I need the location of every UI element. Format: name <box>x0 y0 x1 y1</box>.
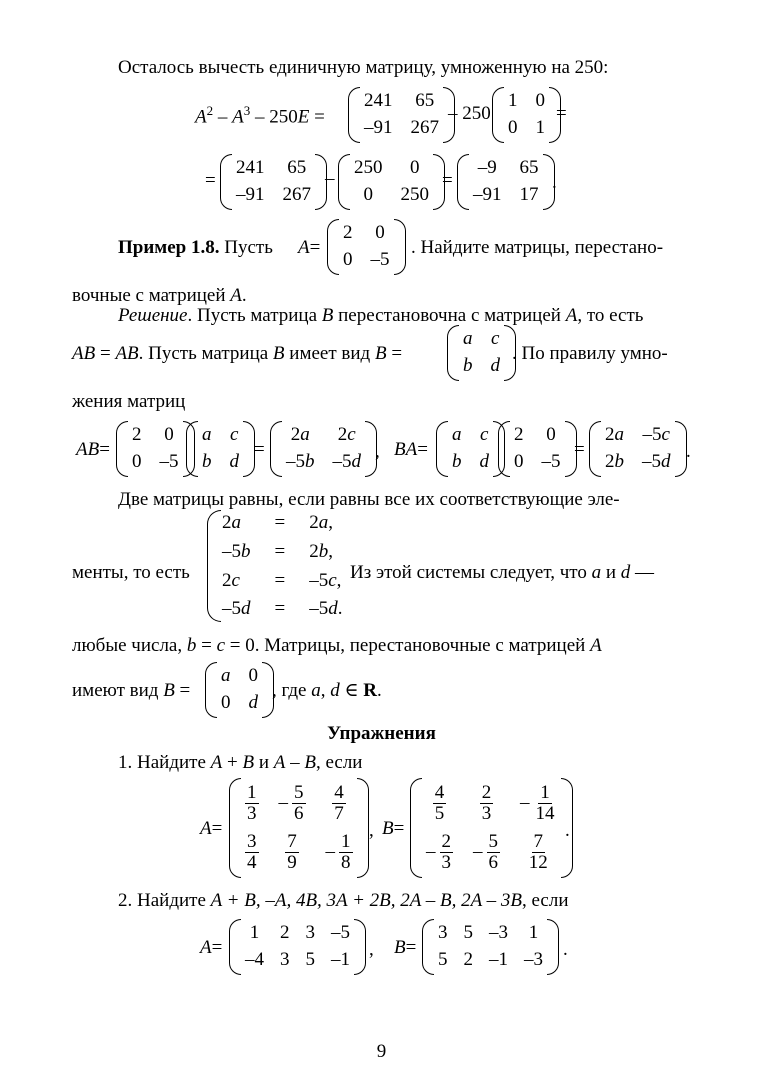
var: AB <box>76 439 100 460</box>
solution-word: Решение <box>118 305 188 326</box>
matrix-cell: –91 <box>473 184 502 205</box>
system-term: 2a <box>222 512 241 533</box>
fraction <box>520 783 557 824</box>
equals: = <box>442 170 453 191</box>
ex2-b-label <box>394 937 416 960</box>
text: и <box>601 562 621 583</box>
matrix-cell: 2b <box>605 451 624 472</box>
matrix-cell: 5 <box>305 949 315 970</box>
matrix-cell: 0 <box>164 424 174 446</box>
op: = <box>95 343 116 364</box>
matrix-b <box>447 325 516 381</box>
matrix-ex2-a <box>229 919 366 975</box>
matrix-cell: –5 <box>331 922 350 944</box>
op: – <box>213 106 233 128</box>
minus: – <box>325 168 335 189</box>
numerator: 5 <box>294 782 304 804</box>
solution-line2-end: . По правилу умно- <box>512 343 668 364</box>
matrix-a2-a3 <box>348 87 455 143</box>
exercise-1 <box>118 752 362 775</box>
matrix-cell: 3 <box>280 949 290 970</box>
matrix-cell: 2 <box>280 922 290 944</box>
denominator: 8 <box>341 851 351 873</box>
fraction <box>426 783 453 824</box>
var: B <box>382 818 394 839</box>
matrix-cell: –1 <box>331 949 350 970</box>
period: . <box>565 820 570 841</box>
para-equality-line4a <box>72 680 190 703</box>
matrix-cell: 2 <box>343 222 353 244</box>
text: 1. Найдите <box>118 752 211 773</box>
intro-line: Осталось вычесть единичную матрицу, умноженную на 250: <box>118 57 609 78</box>
matrix-cell: 3 <box>438 922 448 944</box>
var-a: A <box>565 305 578 326</box>
fraction <box>426 832 453 873</box>
matrix-a-prod2 <box>498 421 577 477</box>
matrix-cell: 0 <box>363 184 373 205</box>
matrix-cell: 1 <box>528 922 539 944</box>
text: . <box>377 680 382 701</box>
op: = <box>174 680 191 701</box>
matrix-cell: –3 <box>524 949 543 970</box>
matrix-cell: 267 <box>282 184 311 205</box>
text: 2. Найдите <box>118 890 211 911</box>
op: = <box>211 937 223 958</box>
text: имеет вид <box>284 343 375 364</box>
matrix-ex2-b <box>422 919 559 975</box>
text: . <box>241 285 247 306</box>
system-term: = <box>274 598 286 620</box>
matrix-cell: 5 <box>463 922 473 944</box>
matrix-cell: 17 <box>519 184 539 205</box>
matrix-cell: –5d <box>642 451 671 472</box>
denominator: 7 <box>334 803 344 825</box>
minus-250: – 250 <box>448 103 491 124</box>
matrix-cell: d <box>479 451 489 472</box>
var: c <box>216 635 226 656</box>
matrix-cell: –91 <box>364 117 393 138</box>
fraction <box>473 783 500 824</box>
op: = <box>417 439 428 460</box>
op: = <box>99 439 110 460</box>
matrix-cell: c <box>491 328 500 350</box>
var: B <box>242 752 255 773</box>
op: – <box>285 752 305 773</box>
matrix-cell: 0 <box>248 665 258 687</box>
matrix-a2-a3-repeat <box>220 154 327 210</box>
matrix-cell: a <box>463 328 473 350</box>
matrix-cell: 0 <box>343 249 353 270</box>
var: a <box>591 562 602 583</box>
var: a <box>311 680 321 701</box>
matrix-cell: 250 <box>354 157 383 179</box>
text: перестановочна с матрицей <box>333 305 566 326</box>
var: B <box>304 752 316 773</box>
fraction <box>326 783 353 824</box>
denominator: 14 <box>535 803 555 825</box>
system-term: 2a, <box>309 512 333 533</box>
text: Из этой системы следует, что <box>350 562 592 583</box>
numerator: 2 <box>481 782 492 804</box>
fraction <box>245 783 259 824</box>
para-equality-line2a: менты, то есть <box>72 562 190 583</box>
matrix-cell: 2c <box>337 424 356 446</box>
numerator: 7 <box>287 831 297 852</box>
fraction-sign: – <box>325 841 335 863</box>
var: BA <box>394 439 418 460</box>
matrix-cell: b <box>202 451 212 472</box>
ops: A + B, –A, 4B, 3A + 2B, 2A – B, 2A – 3B <box>210 890 522 911</box>
matrix-b-diag <box>205 662 274 718</box>
exp: 3 <box>243 103 251 118</box>
solution-line1 <box>118 305 643 328</box>
ex1-b-label <box>382 818 404 841</box>
matrix-ba-result <box>589 421 687 477</box>
text: имеют вид <box>72 680 164 701</box>
var: AB <box>72 343 96 364</box>
matrix-cell: 0 <box>221 692 231 713</box>
system-term: = <box>274 569 286 591</box>
matrix-cell: b <box>463 355 473 376</box>
fraction <box>245 832 259 873</box>
var-b: B <box>374 343 387 364</box>
denominator: 6 <box>294 803 304 825</box>
op: = <box>386 343 403 364</box>
matrix-250e <box>338 154 445 210</box>
matrix-result <box>457 154 555 210</box>
matrix-cell: c <box>480 424 489 446</box>
equation-lhs <box>195 103 325 129</box>
system-brace <box>207 510 221 622</box>
example-text: . Найдите матрицы, перестано- <box>411 237 664 258</box>
exp: 2 <box>206 103 214 118</box>
var: A <box>273 752 286 773</box>
matrix-cell: 3 <box>305 922 315 944</box>
var: AB <box>115 343 139 364</box>
ab-label <box>76 439 110 462</box>
matrix-cell: –4 <box>245 949 264 970</box>
var-b: B <box>272 343 285 364</box>
matrix-cell: –91 <box>236 184 265 205</box>
matrix-cell: 1 <box>535 117 545 138</box>
matrix-cell: 2 <box>132 424 142 446</box>
matrix-cell: 0 <box>535 90 545 112</box>
system-term: = <box>274 512 286 533</box>
matrix-cell: –5 <box>370 249 390 270</box>
system-term: 2b, <box>309 540 333 562</box>
matrix-cell: c <box>230 424 239 446</box>
text: = 0. Матрицы, перестановочные с матрицей <box>225 635 591 656</box>
matrix-cell: –5d <box>332 451 361 472</box>
example-heading <box>118 237 273 260</box>
op: = <box>196 635 217 656</box>
fraction <box>473 832 500 873</box>
matrix-cell: –5c <box>642 424 670 446</box>
matrix-a <box>327 219 406 275</box>
matrix-cell: 267 <box>410 117 439 138</box>
var: A <box>210 752 223 773</box>
var-b: B <box>321 305 334 326</box>
text: , <box>320 680 331 701</box>
para-equality-line4b <box>272 680 382 703</box>
comma: , <box>375 441 380 462</box>
matrix-cell: 1 <box>508 90 518 112</box>
matrix-cell: –9 <box>477 157 497 179</box>
numerator: 7 <box>533 831 543 852</box>
text: , то есть <box>577 305 644 326</box>
solution-line2 <box>72 343 402 366</box>
system-term: –5b <box>222 540 251 562</box>
numerator: 1 <box>247 782 257 804</box>
var: B <box>394 937 406 958</box>
text: . Пусть матрица <box>138 343 273 364</box>
op: + <box>222 752 243 773</box>
matrix-cell: 5 <box>438 949 448 970</box>
equals: = <box>205 170 216 191</box>
para-equality-line3 <box>72 635 602 658</box>
matrix-b-prod2 <box>436 421 505 477</box>
var: A <box>200 818 212 839</box>
denominator: 12 <box>528 851 548 873</box>
text: , если <box>522 890 569 911</box>
matrix-cell: a <box>202 424 212 446</box>
numerator: 1 <box>341 831 351 852</box>
matrix-cell: 65 <box>519 157 539 179</box>
fraction <box>279 832 306 873</box>
ex2-a-label <box>200 937 222 960</box>
op: = <box>393 818 405 839</box>
denominator: 3 <box>481 803 492 825</box>
matrix-cell: –3 <box>489 922 508 944</box>
text: и <box>254 752 274 773</box>
numerator: 4 <box>334 782 344 804</box>
equals: = <box>556 103 567 124</box>
fraction-sign: – <box>426 841 436 863</box>
matrix-cell: 2 <box>463 949 473 970</box>
matrix-ex1-b <box>410 778 573 878</box>
denominator: 4 <box>247 851 257 873</box>
text: , если <box>315 752 363 773</box>
matrix-cell: d <box>248 692 258 713</box>
matrix-b-prod <box>186 421 255 477</box>
example-var <box>298 237 320 260</box>
matrix-cell: –1 <box>489 949 508 970</box>
para-equality-line2b <box>350 562 654 585</box>
reals: R <box>363 680 378 701</box>
op: = <box>211 818 223 839</box>
period: . <box>552 172 557 193</box>
numerator: 3 <box>247 831 257 852</box>
var-a: A <box>298 237 310 258</box>
system-term: –5c, <box>309 569 342 591</box>
matrix-a-prod <box>116 421 195 477</box>
comma: , <box>369 820 374 841</box>
comma: , <box>369 939 374 960</box>
var-b: B <box>163 680 175 701</box>
var-a: A <box>230 285 242 306</box>
text: , где <box>272 680 312 701</box>
matrix-cell: 1 <box>249 922 260 944</box>
matrix-cell: –5b <box>286 451 315 472</box>
matrix-cell: 241 <box>236 157 265 179</box>
example-title: Пример 1.8. <box>118 237 220 258</box>
matrix-cell: 2 <box>514 424 524 446</box>
var-e: E <box>297 106 310 128</box>
var: b <box>186 635 197 656</box>
denominator: 3 <box>441 851 451 873</box>
matrix-cell: 0 <box>546 424 556 446</box>
system-term: = <box>274 540 286 562</box>
var: A <box>200 937 212 958</box>
numerator: 2 <box>441 831 451 852</box>
var-a: A <box>590 635 602 656</box>
matrix-cell: 2a <box>605 424 624 446</box>
equals: = <box>254 439 265 460</box>
matrix-cell: 65 <box>287 157 307 179</box>
para-equality-line1: Две матрицы равны, если равны все их соответствующие эле- <box>118 489 620 510</box>
solution-line3: жения матриц <box>72 391 186 412</box>
matrix-cell: 0 <box>410 157 420 179</box>
page-number: 9 <box>376 1041 387 1062</box>
matrix-cell: 241 <box>364 90 393 112</box>
matrix-ex1-a <box>229 778 369 878</box>
matrix-cell: –5 <box>159 451 179 472</box>
system-term: 2c <box>222 569 240 591</box>
fraction <box>326 832 353 873</box>
var: d <box>620 562 631 583</box>
text: любые числа, <box>72 635 187 656</box>
fraction <box>520 832 557 873</box>
var: d <box>330 680 340 701</box>
system-term: –5d. <box>309 598 343 620</box>
matrix-cell: 2a <box>290 424 310 446</box>
denominator: 9 <box>287 851 297 873</box>
denominator: 6 <box>488 851 498 873</box>
matrix-cell: –5 <box>541 451 561 472</box>
var-a: A <box>232 106 244 128</box>
fraction-sign: – <box>278 792 288 814</box>
matrix-cell: 0 <box>132 451 142 472</box>
matrix-cell: 250 <box>400 184 429 205</box>
matrix-ab-result <box>270 421 377 477</box>
text: . Пусть матрица <box>187 305 322 326</box>
op: – 250 <box>250 106 298 128</box>
fraction-sign: – <box>473 841 483 863</box>
fraction-sign: – <box>520 792 530 814</box>
system-of-equations <box>222 512 342 621</box>
matrix-cell: 65 <box>415 90 435 112</box>
exercise-2 <box>118 890 569 913</box>
system-term: –5d <box>222 598 251 620</box>
matrix-cell: 0 <box>508 117 518 138</box>
matrix-cell: d <box>229 451 239 472</box>
matrix-cell: a <box>452 424 462 446</box>
numerator: 4 <box>434 782 445 804</box>
period: . <box>686 441 691 462</box>
word: Пусть <box>224 237 273 258</box>
matrix-cell: a <box>221 665 231 687</box>
denominator: 3 <box>247 803 257 825</box>
matrix-cell: d <box>490 355 500 376</box>
text: вочные с матрицей <box>72 285 231 306</box>
op: = <box>309 106 325 128</box>
matrix-cell: b <box>452 451 462 472</box>
op: = <box>309 237 321 258</box>
op: ∈ <box>339 680 364 701</box>
exercises-title: Упражнения <box>327 723 436 744</box>
fraction <box>279 783 306 824</box>
matrix-identity <box>492 87 561 143</box>
ba-label <box>394 439 428 462</box>
numerator: 5 <box>488 831 498 852</box>
denominator: 5 <box>434 803 445 825</box>
matrix-cell: 0 <box>514 451 524 472</box>
matrix-cell: 0 <box>375 222 385 244</box>
op: = <box>405 937 417 958</box>
var-a: A <box>195 106 207 128</box>
text: — <box>630 562 655 583</box>
equals: = <box>574 439 585 460</box>
ex1-a-label <box>200 818 222 841</box>
numerator: 1 <box>540 782 550 804</box>
period: . <box>563 939 568 960</box>
